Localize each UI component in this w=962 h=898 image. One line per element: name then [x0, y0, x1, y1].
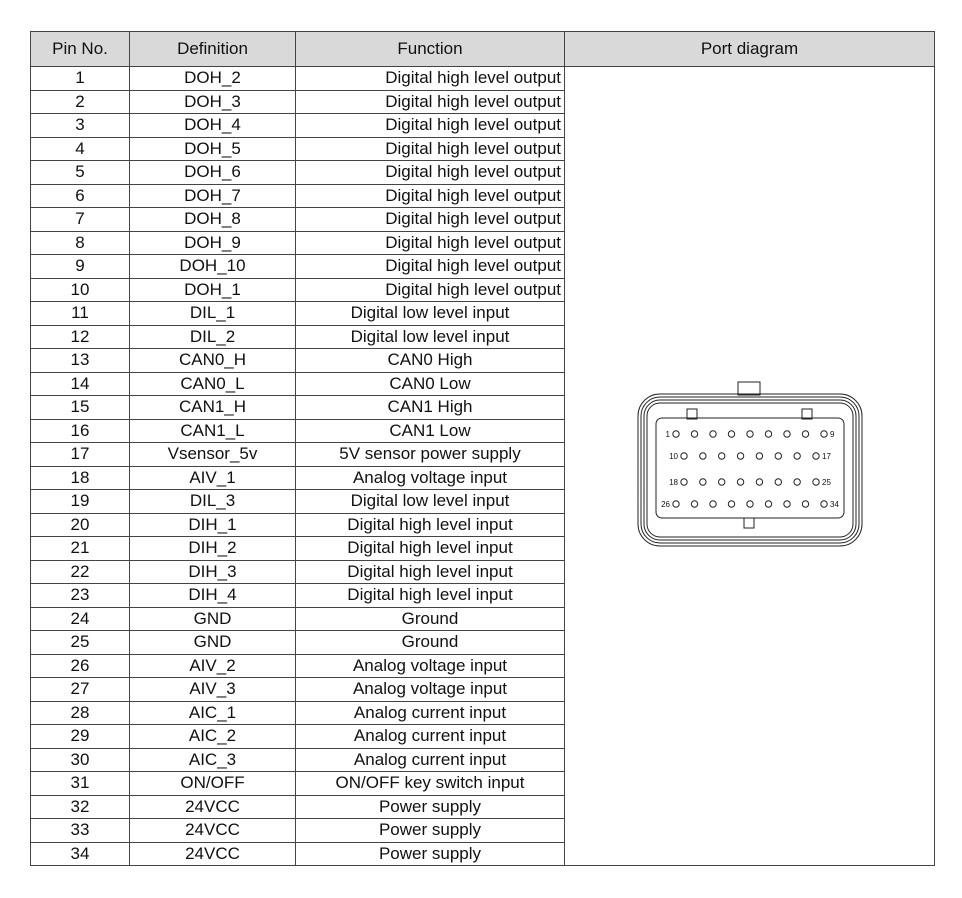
pin-number: 4 [31, 137, 130, 161]
pin-number: 22 [31, 560, 130, 584]
pin-hole [775, 479, 781, 485]
pin-hole [746, 431, 752, 437]
pin-number: 15 [31, 396, 130, 420]
pin-definition-table [30, 31, 935, 866]
pin-definition: DOH_2 [130, 67, 296, 91]
header-function: Function [296, 32, 565, 67]
pin-definition: DIH_4 [130, 584, 296, 608]
pin-number: 10 [31, 278, 130, 302]
pin-function: Power supply [296, 819, 565, 843]
pin-definition: AIC_2 [130, 725, 296, 749]
pin-hole [737, 479, 743, 485]
pin-row-end-label: 17 [821, 452, 831, 461]
pin-function: CAN0 Low [296, 372, 565, 396]
pin-function: Digital high level input [296, 513, 565, 537]
pin-function: CAN0 High [296, 349, 565, 373]
pin-function: Digital high level output [296, 231, 565, 255]
pin-function: CAN1 Low [296, 419, 565, 443]
pin-number: 20 [31, 513, 130, 537]
pin-definition: Vsensor_5v [130, 443, 296, 467]
pin-number: 19 [31, 490, 130, 514]
pin-hole [765, 501, 771, 507]
pin-hole [728, 501, 734, 507]
pin-hole [812, 479, 818, 485]
header-definition: Definition [130, 32, 296, 67]
pin-number: 14 [31, 372, 130, 396]
pin-definition: DOH_9 [130, 231, 296, 255]
pin-function: Digital high level output [296, 114, 565, 138]
pin-number: 11 [31, 302, 130, 326]
pin-number: 9 [31, 255, 130, 279]
pin-function: Digital high level output [296, 90, 565, 114]
pin-number: 6 [31, 184, 130, 208]
header-port-diagram: Port diagram [565, 32, 935, 67]
pin-definition: CAN0_L [130, 372, 296, 396]
pin-function: Digital high level output [296, 184, 565, 208]
pin-function: Ground [296, 631, 565, 655]
pin-number: 25 [31, 631, 130, 655]
pin-definition: DOH_3 [130, 90, 296, 114]
pin-definition: DOH_10 [130, 255, 296, 279]
pin-function: Digital low level input [296, 302, 565, 326]
pin-definition: CAN1_L [130, 419, 296, 443]
pin-hole [765, 431, 771, 437]
pin-function: Analog voltage input [296, 466, 565, 490]
pin-definition: DIL_2 [130, 325, 296, 349]
pin-row-end-label: 9 [829, 430, 834, 439]
pin-definition: DIH_1 [130, 513, 296, 537]
pin-number: 31 [31, 772, 130, 796]
pin-function: Analog current input [296, 725, 565, 749]
pin-definition: DOH_1 [130, 278, 296, 302]
pin-number: 24 [31, 607, 130, 631]
pin-definition: DIL_1 [130, 302, 296, 326]
pin-definition: CAN0_H [130, 349, 296, 373]
pin-function: Digital high level output [296, 278, 565, 302]
pin-definition: DOH_8 [130, 208, 296, 232]
pin-number: 17 [31, 443, 130, 467]
pin-function: Digital high level output [296, 161, 565, 185]
pin-hole [775, 453, 781, 459]
pin-hole [737, 453, 743, 459]
connector-key [744, 518, 754, 528]
pin-definition: DOH_5 [130, 137, 296, 161]
pin-hole [718, 453, 724, 459]
pin-function: Digital high level output [296, 208, 565, 232]
pin-number: 2 [31, 90, 130, 114]
pin-hole [820, 501, 826, 507]
pin-definition: AIC_1 [130, 701, 296, 725]
pin-number: 28 [31, 701, 130, 725]
pin-row-start-label: 10 [668, 452, 678, 461]
pin-function: Ground [296, 607, 565, 631]
pin-row-start-label: 1 [665, 430, 670, 439]
pin-function: Digital low level input [296, 325, 565, 349]
table-header-row [31, 32, 935, 67]
pin-number: 8 [31, 231, 130, 255]
header-pin-no: Pin No. [31, 32, 130, 67]
pin-definition: DIH_2 [130, 537, 296, 561]
pin-number: 3 [31, 114, 130, 138]
pin-number: 34 [31, 842, 130, 866]
connector-latch [738, 382, 760, 395]
pin-hole [756, 479, 762, 485]
pin-number: 12 [31, 325, 130, 349]
pin-definition: CAN1_H [130, 396, 296, 420]
pin-number: 5 [31, 161, 130, 185]
pin-function: Analog voltage input [296, 654, 565, 678]
pin-function: 5V sensor power supply [296, 443, 565, 467]
pin-function: CAN1 High [296, 396, 565, 420]
pin-definition: DIH_3 [130, 560, 296, 584]
pin-number: 32 [31, 795, 130, 819]
connector-housing-outline [641, 397, 859, 543]
pin-hole [672, 431, 678, 437]
pin-function: ON/OFF key switch input [296, 772, 565, 796]
pin-definition: AIV_3 [130, 678, 296, 702]
pin-hole [793, 453, 799, 459]
connector-housing-outline [638, 394, 862, 546]
table-row [31, 67, 935, 91]
pin-row-start-label: 18 [668, 478, 678, 487]
pin-function: Digital high level output [296, 255, 565, 279]
pin-hole [699, 453, 705, 459]
connector-face [656, 418, 844, 518]
pin-number: 18 [31, 466, 130, 490]
pin-hole [718, 479, 724, 485]
pin-function: Digital high level output [296, 137, 565, 161]
pin-number: 1 [31, 67, 130, 91]
pin-hole [812, 453, 818, 459]
pin-number: 29 [31, 725, 130, 749]
pin-function: Digital high level input [296, 584, 565, 608]
pin-function: Digital low level input [296, 490, 565, 514]
pin-hole [756, 453, 762, 459]
pin-number: 27 [31, 678, 130, 702]
pin-hole [802, 431, 808, 437]
pin-number: 26 [31, 654, 130, 678]
connector-port-diagram [634, 376, 866, 556]
pin-definition: GND [130, 631, 296, 655]
pin-definition: 24VCC [130, 842, 296, 866]
pin-hole [709, 431, 715, 437]
pin-function: Power supply [296, 842, 565, 866]
pin-number: 16 [31, 419, 130, 443]
pin-hole [691, 501, 697, 507]
pin-definition: DOH_6 [130, 161, 296, 185]
pin-function: Analog current input [296, 748, 565, 772]
pin-row-end-label: 34 [829, 500, 839, 509]
pin-definition: DOH_7 [130, 184, 296, 208]
pin-number: 13 [31, 349, 130, 373]
pin-definition: AIC_3 [130, 748, 296, 772]
pin-hole [783, 501, 789, 507]
connector-housing-outline [647, 403, 853, 537]
pin-hole [680, 479, 686, 485]
pin-definition: DIL_3 [130, 490, 296, 514]
pin-hole [691, 431, 697, 437]
pin-hole [699, 479, 705, 485]
pin-function: Digital high level output [296, 67, 565, 91]
pin-function: Power supply [296, 795, 565, 819]
pin-number: 30 [31, 748, 130, 772]
pin-function: Digital high level input [296, 537, 565, 561]
port-diagram-cell [565, 67, 935, 866]
pin-hole [672, 501, 678, 507]
pin-hole [783, 431, 789, 437]
pin-hole [820, 431, 826, 437]
pin-function: Analog current input [296, 701, 565, 725]
pin-number: 23 [31, 584, 130, 608]
pin-number: 7 [31, 208, 130, 232]
pin-number: 33 [31, 819, 130, 843]
pin-definition: 24VCC [130, 819, 296, 843]
pin-definition: AIV_1 [130, 466, 296, 490]
pin-hole [802, 501, 808, 507]
pin-hole [709, 501, 715, 507]
pin-definition: GND [130, 607, 296, 631]
pin-definition: AIV_2 [130, 654, 296, 678]
pin-hole [728, 431, 734, 437]
pin-definition: ON/OFF [130, 772, 296, 796]
pin-hole [680, 453, 686, 459]
pin-row-start-label: 26 [660, 500, 670, 509]
pin-function: Digital high level input [296, 560, 565, 584]
pin-definition: DOH_4 [130, 114, 296, 138]
pin-definition: 24VCC [130, 795, 296, 819]
pin-hole [746, 501, 752, 507]
pin-hole [793, 479, 799, 485]
pin-number: 21 [31, 537, 130, 561]
pin-row-end-label: 25 [821, 478, 831, 487]
pin-function: Analog voltage input [296, 678, 565, 702]
connector-housing-outline [644, 400, 856, 540]
